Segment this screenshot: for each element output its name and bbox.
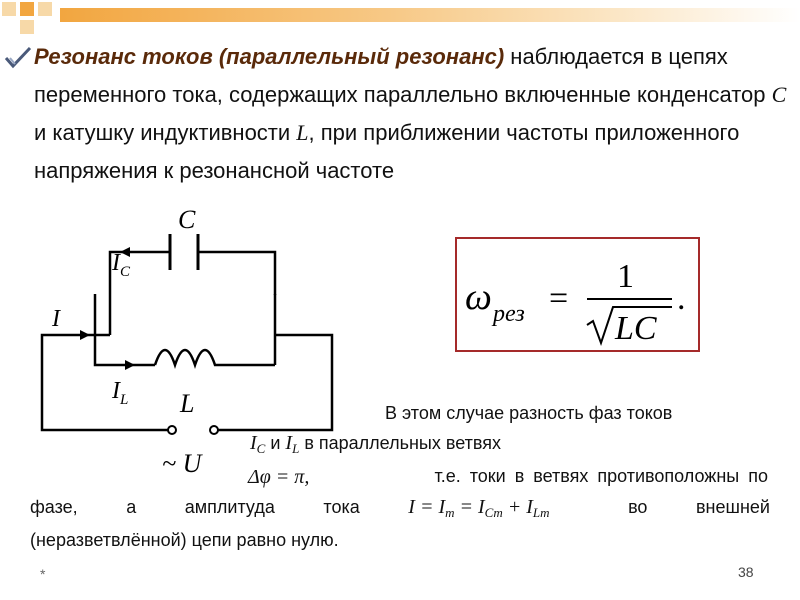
page-number: 38 (738, 564, 754, 580)
omega-subscript: рез (493, 301, 525, 327)
omega-symbol: ω (465, 276, 492, 318)
radicand: LC (615, 310, 657, 347)
explanation-line-2: $I_C$ и $I_L$ в параллельных ветвях (250, 432, 501, 456)
footer-star: * (40, 566, 46, 582)
explanation-line-5: (неразветвлённой) цепи равно нулю. (30, 530, 339, 550)
label-il: $I_L$ (112, 378, 129, 408)
explanation-line-1: В этом случае разность фаз токов (385, 403, 673, 423)
label-i: I (52, 306, 60, 332)
formula-dot: . (677, 280, 686, 317)
formula-graphic (457, 239, 698, 350)
explanation-line-3: Δφ = π, т.е. токи в ветвях противоположны по (248, 466, 768, 488)
label-c: C (178, 205, 196, 234)
label-ic: $I_C$ (112, 250, 131, 280)
resonance-term: Резонанс токов (параллельный резонанс) (34, 44, 505, 69)
intro-paragraph: Резонанс токов (параллельный резонанс) наблюдается в цепях переменного тока, содержащих параллельно включенные конденсатор C и катушку индуктивности L, при приближении частоты приложенного напряжения к резонансной частоте (34, 44, 787, 183)
numerator: 1 (617, 258, 634, 295)
label-l: L (180, 389, 195, 418)
terminal (210, 426, 218, 434)
checkmark-icon (4, 46, 32, 70)
decor-squares (0, 0, 60, 36)
equals-sign: = (549, 280, 569, 317)
resonance-formula (455, 237, 700, 352)
label-u: ~ U (162, 449, 202, 478)
decor-bar (60, 8, 800, 22)
terminal (168, 426, 176, 434)
explanation-line-4: фазе, а амплитуда тока $I = I_m = I_{Cm} + I_{Lm}$ во внешней (30, 496, 770, 520)
